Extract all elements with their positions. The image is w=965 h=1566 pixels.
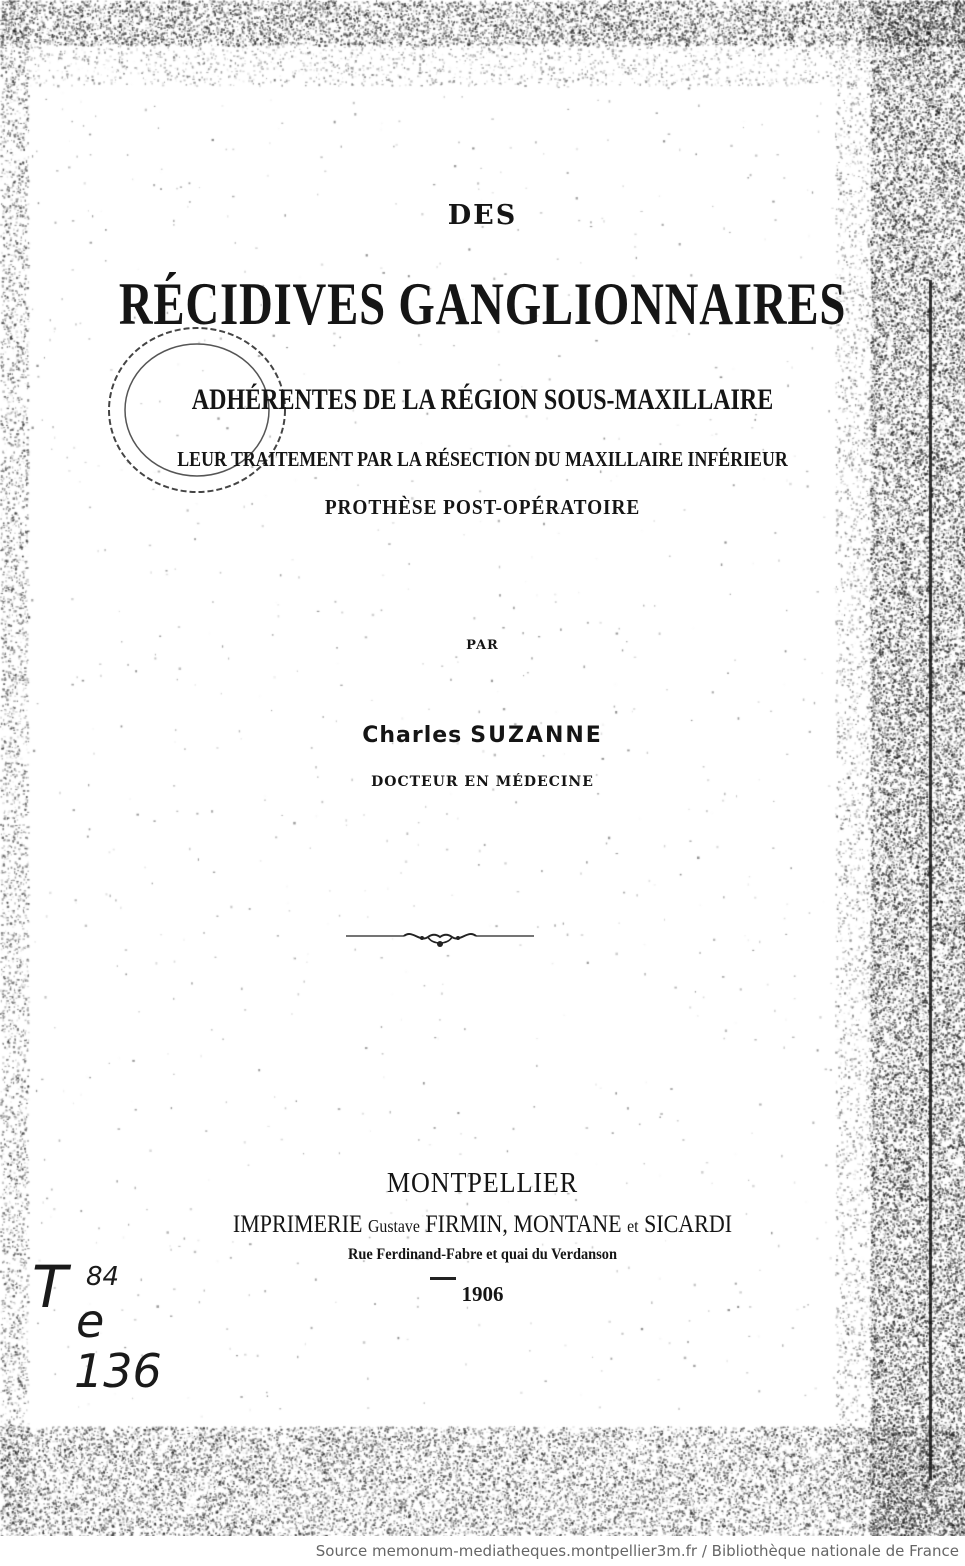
subtitle-line-1: ADHÉRENTES DE LA RÉGION SOUS-MAXILLAIRE — [191, 383, 774, 416]
title-des: DES — [447, 200, 518, 231]
author-surname: SUZANNE — [470, 723, 603, 748]
author-degree: DOCTEUR EN MÉDECINE — [371, 774, 594, 790]
call-number-line-2: e — [76, 1294, 105, 1348]
call-number-line-3: 136 — [74, 1344, 162, 1395]
call-number-superscript: 84 — [86, 1262, 120, 1292]
year-rule — [430, 1277, 456, 1280]
printer-part-2: Gustave — [367, 1216, 420, 1236]
call-number-line-1: T — [32, 1253, 68, 1321]
author-name — [0, 723, 965, 748]
imprint-printer — [58, 1211, 907, 1239]
source-footer — [0, 1536, 965, 1566]
imprint-year: 1906 — [461, 1282, 504, 1306]
printer-part-4: et — [627, 1216, 639, 1236]
subtitle-line-2: LEUR TRAITEMENT PAR LA RÉSECTION DU MAXILLAIRE INFÉRIEUR — [177, 447, 788, 471]
imprint-street: Rue Ferdinand-Fabre et quai du Verdanson — [348, 1246, 617, 1263]
printer-part-5: SICARDI — [644, 1211, 733, 1238]
printer-part-1: IMPRIMERIE — [232, 1211, 363, 1238]
source-credit: Source memonum-mediatheques.montpellier3m.fr / Bibliothèque nationale de France — [315, 1542, 959, 1560]
author-given-name: Charles — [362, 723, 463, 748]
imprint-city: MONTPELLIER — [386, 1167, 579, 1199]
main-title: RÉCIDIVES GANGLIONNAIRES — [118, 271, 847, 337]
printer-part-3: FIRMIN, MONTANE — [425, 1211, 622, 1238]
subtitle-line-3: PROTHÈSE POST-OPÉRATOIRE — [324, 495, 641, 519]
printer-ornament — [340, 925, 540, 955]
by-label: PAR — [466, 638, 499, 653]
handwritten-call-number — [18, 1245, 168, 1395]
